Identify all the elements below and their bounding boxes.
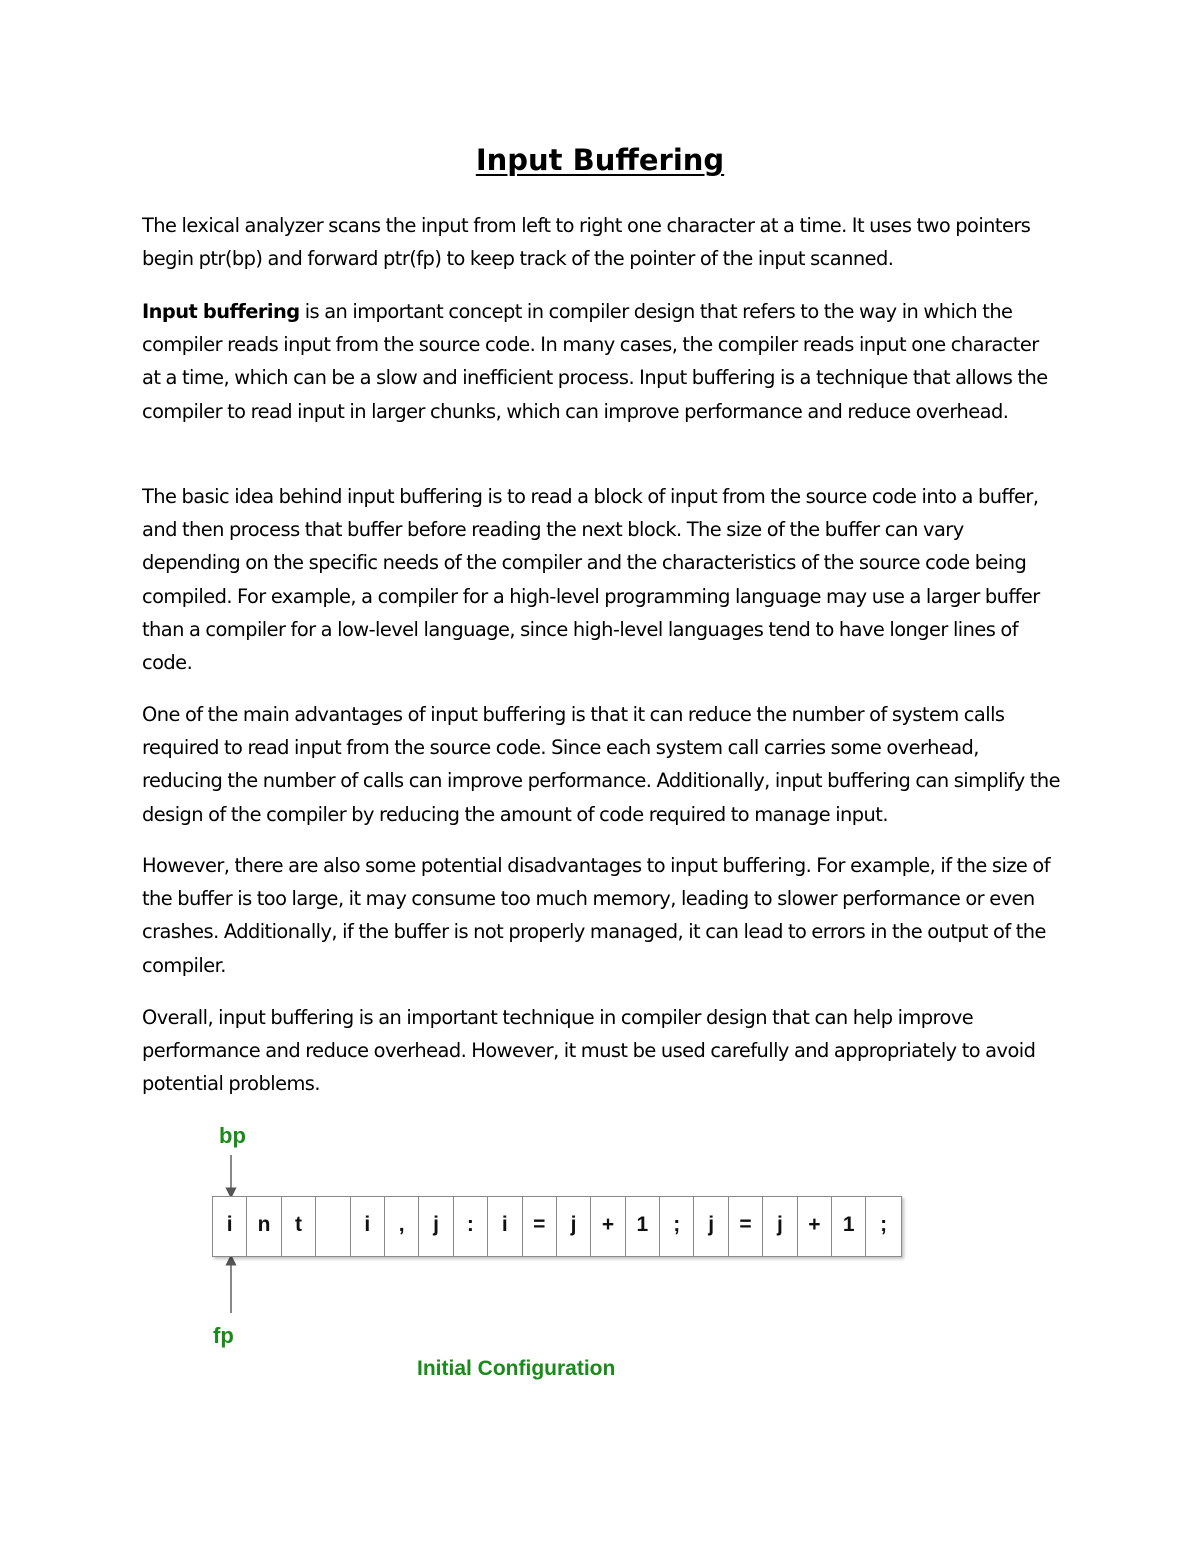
- buffer-cell: i: [351, 1197, 385, 1256]
- diagram-caption: Initial Configuration: [417, 1357, 616, 1380]
- buffer-cell: 1: [832, 1197, 866, 1256]
- paragraph-disadvantages: However, there are also some potential disadvantages to input buffering. For example, if the size of the buffer is too large, it may consume too much memory, leading to slower performance or even crashes. Additionally, if the buffer is not properly managed, it can lead to errors in the output of the compiler.: [142, 854, 1051, 977]
- page-title: Input Buffering: [475, 143, 725, 177]
- buffer-cells: [212, 1196, 902, 1257]
- paragraph-intro: The lexical analyzer scans the input from left to right one character at a time. It uses two pointers begin ptr(bp) and forward ptr(fp) to keep track of the pointer of the input scanned.: [142, 214, 1031, 271]
- buffer-cell: j: [557, 1197, 591, 1256]
- buffer-cell: ;: [660, 1197, 694, 1256]
- buffer-cell: =: [523, 1197, 557, 1256]
- buffer-cell: =: [729, 1197, 763, 1256]
- buffer-cell: +: [591, 1197, 625, 1256]
- buffer-cell: i: [488, 1197, 522, 1256]
- bp-label: bp: [219, 1123, 246, 1148]
- buffer-cell: n: [247, 1197, 281, 1256]
- input-buffer-diagram: [200, 1115, 940, 1405]
- buffer-cell: j: [419, 1197, 453, 1256]
- buffer-cell: j: [763, 1197, 797, 1256]
- paragraph-basic-idea: The basic idea behind input buffering is to read a block of input from the source code into a buffer, and then process that buffer before reading the next block. The size of the buffer can vary depending on the specific needs of the compiler and the characteristics of the source code being compiled. For example, a compiler for a high-level programming language may use a larger buffer than a compiler for a low-level language, since high-level languages tend to have longer lines of code.: [142, 485, 1040, 675]
- buffer-cell: t: [282, 1197, 316, 1256]
- paragraph-definition-text: is an important concept in compiler design that refers to the way in which the compiler reads input from the source code. In many cases, the compiler reads input one character at a time, which can be a slow and inefficient process. Input buffering is a technique that allows the compiler to read input in larger chunks, which can improve performance and reduce overhead.: [142, 300, 1048, 423]
- paragraph-advantages: One of the main advantages of input buffering is that it can reduce the number of system calls required to read input from the source code. Since each system call carries some overhead, reducing the number of calls can improve performance. Additionally, input buffering can simplify the design of the compiler by reducing the amount of code required to manage input.: [142, 703, 1061, 826]
- buffer-cell: +: [798, 1197, 832, 1256]
- buffer-cell: 1: [626, 1197, 660, 1256]
- buffer-cell: j: [694, 1197, 728, 1256]
- buffer-cell: [316, 1197, 350, 1256]
- fp-label: fp: [213, 1323, 234, 1348]
- buffer-cell: ;: [880, 1212, 888, 1236]
- paragraph-conclusion: Overall, input buffering is an important technique in compiler design that can help improve performance and reduce overhead. However, it must be used carefully and appropriately to avoid potential problems.: [142, 1006, 1036, 1096]
- bold-term: Input buffering: [142, 300, 300, 323]
- buffer-cell: i: [213, 1197, 247, 1256]
- buffer-cell: :: [454, 1197, 488, 1256]
- buffer-cell: ,: [385, 1197, 419, 1256]
- paragraph-definition: [142, 295, 1060, 428]
